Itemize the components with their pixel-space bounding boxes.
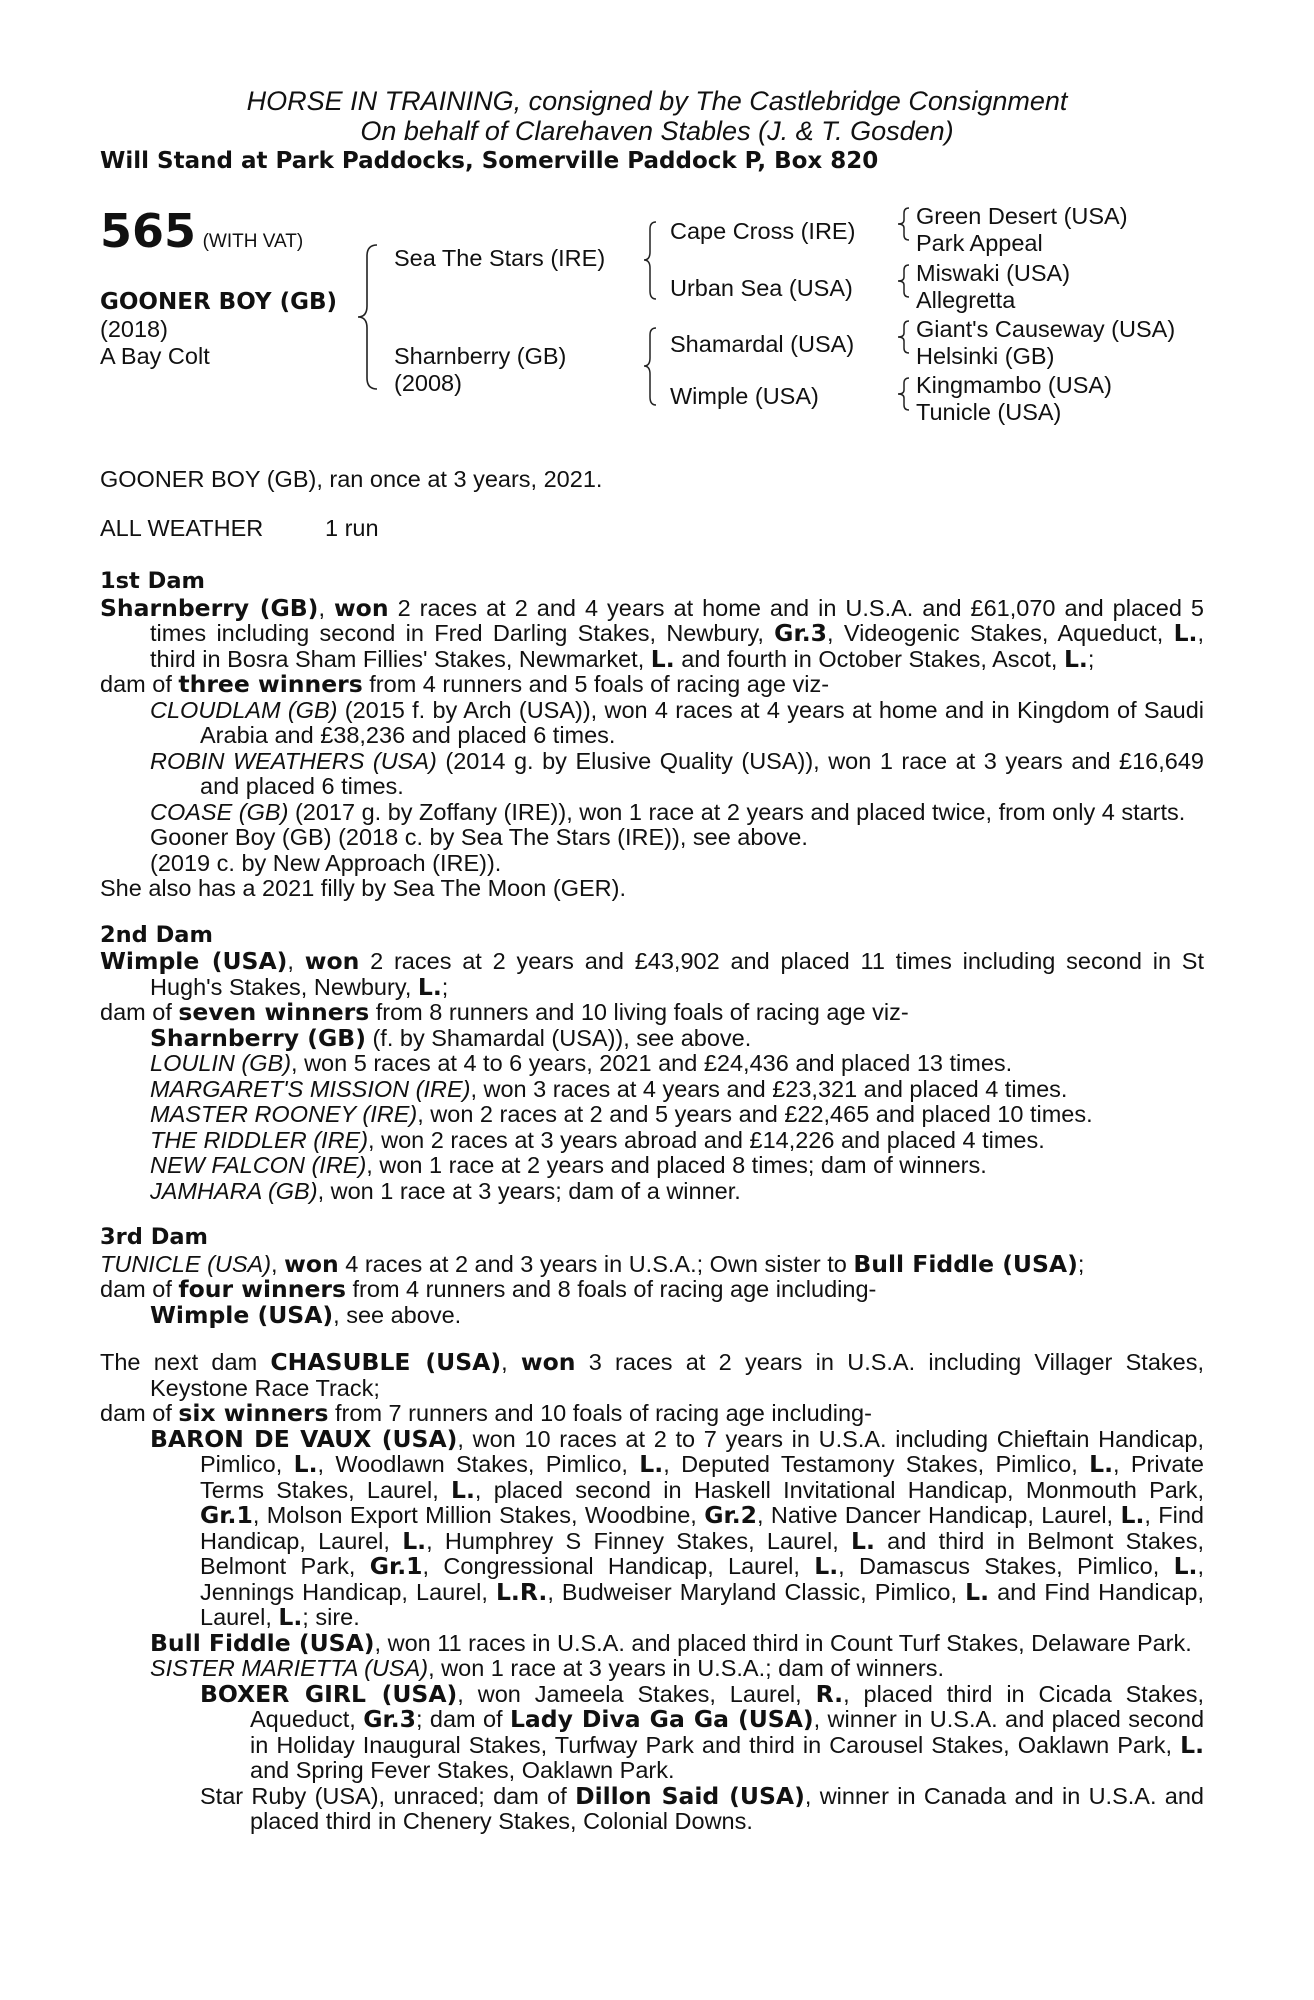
lot-number-line (100, 206, 303, 267)
second-dam-record: Wimple (USA), won 2 races at 2 years and £43,902 and placed 11 times including second in St Hugh's Stakes, Newbury, L.; (100, 947, 1205, 1001)
first-dam-also: She also has a 2021 filly by Sea The Moon (GER). (100, 875, 626, 901)
pedigree-g3: Miswaki (USA) (916, 260, 1071, 286)
third-dam-name: TUNICLE (USA) (100, 1250, 272, 1277)
produce-item: MASTER ROONEY (IRE), won 2 races at 2 and 5 years and £22,465 and placed 10 times. (150, 1101, 1093, 1127)
consignor-line: HORSE IN TRAINING, consigned by The Castlebridge Consignment (246, 86, 1068, 116)
next-dam-name: CHASUBLE (USA) (270, 1348, 502, 1376)
next-dam-record: The next dam CHASUBLE (USA), won 3 races at 2 years in U.S.A. including Villager Stakes, Keystone Race Track; (100, 1348, 1205, 1401)
pedigree-g6: Helsinki (GB) (916, 343, 1055, 369)
pedigree-dam-sire: Shamardal (USA) (670, 331, 855, 357)
lot-number: 565 (100, 204, 197, 258)
pedigree-g5: Giant's Causeway (USA) (916, 316, 1176, 342)
first-dam-name: Sharnberry (GB) (100, 593, 319, 622)
produce-item: Star Ruby (USA), unraced; dam of Dillon Said (USA), winner in Canada and in U.S.A. and placed third in Chenery Stakes, Colonial Downs. (200, 1781, 1204, 1834)
behalf-line: On behalf of Clarehaven Stables (J. & T. Gosden) (360, 116, 954, 146)
gen3-brace-1 (895, 207, 913, 241)
gen3-brace-4 (895, 377, 913, 411)
first-dam-heading: 1st Dam (100, 568, 205, 594)
pedigree-dam-dam: Wimple (USA) (670, 383, 819, 409)
pedigree-dam: Sharnberry (GB) (394, 343, 567, 369)
produce-item: Sharnberry (GB) (f. by Shamardal (USA)), see above. (150, 1023, 752, 1052)
pedigree-dam-year: (2008) (394, 370, 462, 396)
second-dam-produce: dam of seven winners from 8 runners and 10 living foals of racing age viz- (100, 998, 909, 1026)
second-dam-heading: 2nd Dam (100, 921, 213, 948)
pedigree-g7: Kingmambo (USA) (916, 372, 1112, 398)
sire-brace (641, 221, 661, 300)
gen3-brace-2 (895, 264, 913, 298)
produce-item: CLOUDLAM (GB) (2015 f. by Arch (USA)), won 4 races at 4 years at home and in Kingdom of Saudi Arabia and £38,236 and placed 6 times. (150, 696, 1204, 748)
surface-runs: 1 run (325, 515, 379, 541)
family-text (100, 551, 1204, 1835)
first-dam-produce: dam of three winners from 4 runners and 5 foals of racing age viz- (100, 670, 830, 698)
dam-brace (641, 327, 661, 406)
second-dam-name: Wimple (USA) (100, 947, 288, 975)
produce-item: JAMHARA (GB), won 1 race at 3 years; dam of a winner. (150, 1177, 741, 1204)
horse-name: GOONER BOY (GB) (100, 289, 338, 315)
horse-year: (2018) (100, 316, 168, 342)
produce-item: LOULIN (GB), won 5 races at 4 to 6 years, 2021 and £24,436 and placed 13 times. (150, 1050, 1013, 1076)
first-dam-record: Sharnberry (GB), won 2 races at 2 and 4 years at home and in U.S.A. and £61,070 and placed 5 times including second in Fred Darling Stakes, Newbury, Gr.3, Videogenic Stakes, Aqueduct, L., third in Bosra Sham Fillies' Stakes, Newmarket, L. and fourth in October Stakes, Ascot, L.; (100, 593, 1204, 673)
produce-item: MARGARET'S MISSION (IRE), won 3 races at 4 years and £23,321 and placed 4 times. (150, 1075, 1068, 1102)
pedigree-sire-sire: Cape Cross (IRE) (670, 218, 856, 244)
produce-item: SISTER MARIETTA (USA), won 1 race at 3 years in U.S.A.; dam of winners. (150, 1655, 945, 1681)
third-dam-record: TUNICLE (USA), won 4 races at 2 and 3 years in U.S.A.; Own sister to Bull Fiddle (USA); (100, 1249, 1085, 1278)
main-brace (357, 244, 387, 390)
vat-note: (WITH VAT) (202, 231, 304, 252)
produce-item: BARON DE VAUX (USA), won 10 races at 2 to 7 years in U.S.A. including Chieftain Handicap, Pimlico, L., Woodlawn Stakes, Pimlico, L., Deputed Testamony Stakes, Pimlico, L., Private Terms Stakes, Laurel, L., placed second in Haskell Invitational Handicap, Monmouth Park, Gr.1, Molson Export Million Stakes, Woodbine, Gr.2, Native Dancer Handicap, Laurel, L., Find Handicap, Laurel, L., Humphrey S Finney Stakes, Laurel, L. and third in Belmont Stakes, Belmont Park, Gr.1, Congressional Handicap, Laurel, L., Damascus Stakes, Pimlico, L., Jennings Handicap, Laurel, L.R., Budweiser Maryland Classic, Pimlico, L. and Find Handicap, Laurel, L.; sire. (150, 1424, 1204, 1631)
produce-item: COASE (GB) (2017 g. by Zoffany (IRE)), won 1 race at 2 years and placed twice, from only 4 starts. (150, 798, 1186, 825)
stand-location: Will Stand at Park Paddocks, Somerville Paddock P, Box 820 (100, 148, 879, 174)
pedigree-g1: Green Desert (USA) (916, 203, 1128, 229)
next-dam-produce: dam of six winners from 7 runners and 10 foals of racing age including- (100, 1399, 872, 1427)
produce-item: (2019 c. by New Approach (IRE)). (150, 849, 502, 876)
produce-item: THE RIDDLER (IRE), won 2 races at 3 years abroad and £14,226 and placed 4 times. (150, 1126, 1045, 1153)
pedigree-g8: Tunicle (USA) (916, 399, 1062, 425)
produce-item: NEW FALCON (IRE), won 1 race at 2 years and placed 8 times; dam of winners. (150, 1152, 987, 1178)
produce-item: ROBIN WEATHERS (USA) (2014 g. by Elusive Quality (USA)), won 1 race at 3 years and £16,649 and placed 6 times. (150, 747, 1204, 799)
pedigree-sire: Sea The Stars (IRE) (394, 245, 606, 271)
produce-item: Gooner Boy (GB) (2018 c. by Sea The Stars (IRE)), see above. (150, 824, 808, 850)
gen3-brace-3 (895, 320, 913, 354)
pedigree-g4: Allegretta (916, 287, 1016, 313)
pedigree-g2: Park Appeal (916, 230, 1043, 256)
horse-description: A Bay Colt (100, 343, 210, 369)
surface-label: ALL WEATHER (100, 515, 264, 541)
produce-item: Bull Fiddle (USA), won 11 races in U.S.A. and placed third in Count Turf Stakes, Delaware Park. (150, 1628, 1192, 1657)
race-record: GOONER BOY (GB), ran once at 3 years, 2021. (100, 466, 603, 492)
produce-item: Wimple (USA), see above. (150, 1300, 462, 1329)
pedigree-sire-dam: Urban Sea (USA) (670, 275, 853, 301)
third-dam-produce: dam of four winners from 4 runners and 8 foals of racing age including- (100, 1275, 877, 1303)
produce-item: BOXER GIRL (USA), won Jameela Stakes, Laurel, R., placed third in Cicada Stakes, Aqueduct, Gr.3; dam of Lady Diva Ga Ga (USA), winner in U.S.A. and placed second in Holiday Inaugural Stakes, Turfway Park and third in Carousel Stakes, Oaklawn Park, L. and Spring Fever Stakes, Oaklawn Park. (200, 1679, 1205, 1783)
third-dam-heading: 3rd Dam (100, 1224, 208, 1250)
